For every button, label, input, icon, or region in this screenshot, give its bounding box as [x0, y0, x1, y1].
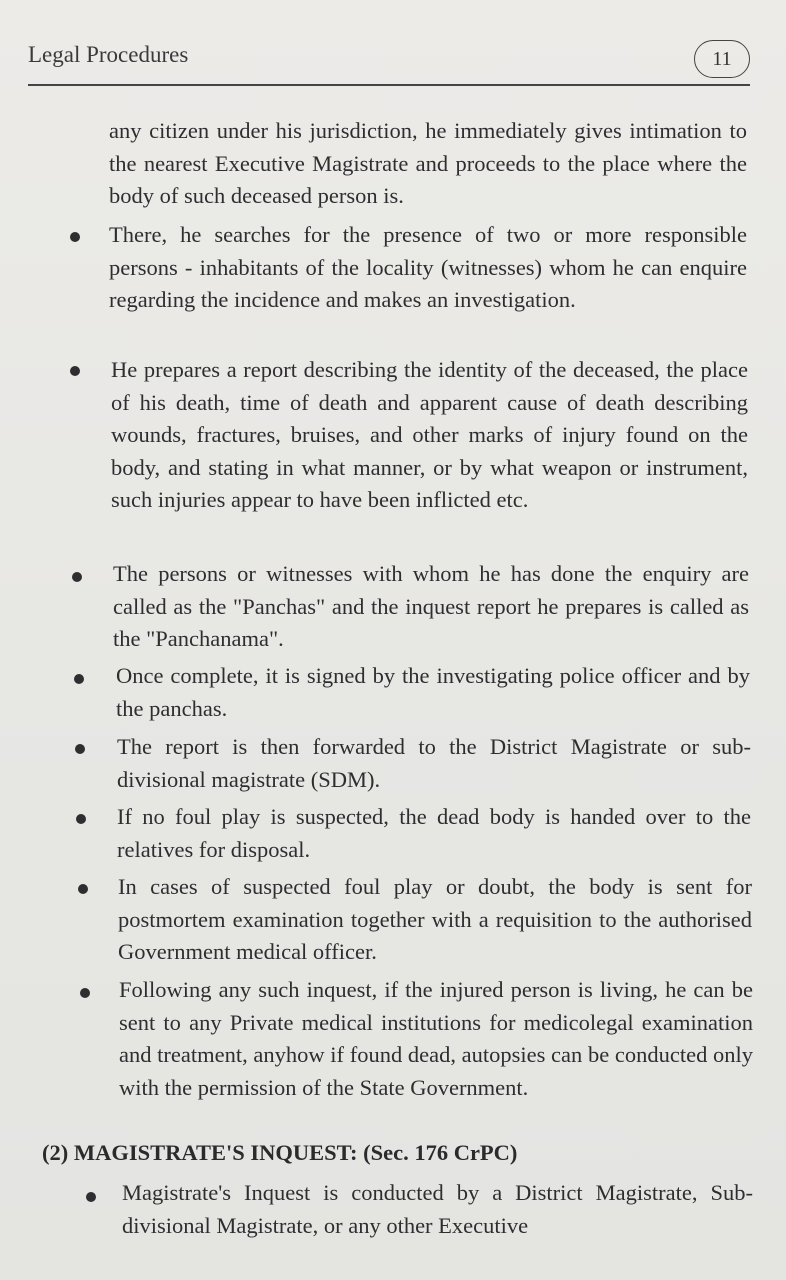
- bullet-dot: [78, 884, 88, 894]
- list-item: The persons or witnesses with whom he has done the enquiry are called as the "Panchas" and the inquest report he prepares is called as the "Panchanama".: [113, 561, 749, 651]
- list-item: Magistrate's Inquest is conducted by a District Magistrate, Sub-divisional Magistrate, or any other Executive: [122, 1180, 753, 1238]
- bullet-dot: [76, 814, 86, 824]
- page-header: [28, 38, 750, 86]
- list-item: If no foul play is suspected, the dead body is handed over to the relatives for disposal.: [117, 804, 751, 862]
- list-item: In cases of suspected foul play or doubt, the body is sent for postmortem examination together with a requisition to the authorised Government medical officer.: [118, 874, 752, 964]
- bullet-dot: [70, 366, 80, 376]
- bullet-dot: [86, 1192, 96, 1202]
- list-item: There, he searches for the presence of two or more responsible persons - inhabitants of the locality (witnesses) whom he can enquire regarding the incidence and makes an investigation.: [109, 222, 747, 312]
- page-number: 11: [694, 40, 750, 78]
- list-item: Once complete, it is signed by the investigating police officer and by the panchas.: [116, 663, 750, 721]
- section-heading: (2) MAGISTRATE'S INQUEST: (Sec. 176 CrPC): [42, 1140, 518, 1165]
- bullet-dot: [75, 744, 85, 754]
- bullet-dot: [80, 988, 90, 998]
- bullet-dot: [72, 572, 82, 582]
- running-head: Legal Procedures: [28, 42, 189, 67]
- header-rule: [28, 84, 750, 86]
- bullet-dot: [70, 232, 80, 242]
- bullet-dot: [74, 674, 84, 684]
- continuation-paragraph: any citizen under his jurisdiction, he immediately gives intimation to the nearest Executive Magistrate and proceeds to the place where the body of such deceased person is.: [109, 118, 747, 208]
- list-item: Following any such inquest, if the injured person is living, he can be sent to any Private medical institutions for medicolegal examination and treatment, anyhow if found dead, autopsies can be conducted only with the permission of the State Government.: [119, 977, 753, 1100]
- list-item: He prepares a report describing the identity of the deceased, the place of his death, time of death and apparent cause of death describing wounds, fractures, bruises, and other marks of injury found on the body, and stating in what manner, or by what weapon or instrument, such injuries appear to have been inflicted etc.: [111, 357, 748, 512]
- list-item: The report is then forwarded to the District Magistrate or sub-divisional magistrate (SDM).: [117, 734, 751, 792]
